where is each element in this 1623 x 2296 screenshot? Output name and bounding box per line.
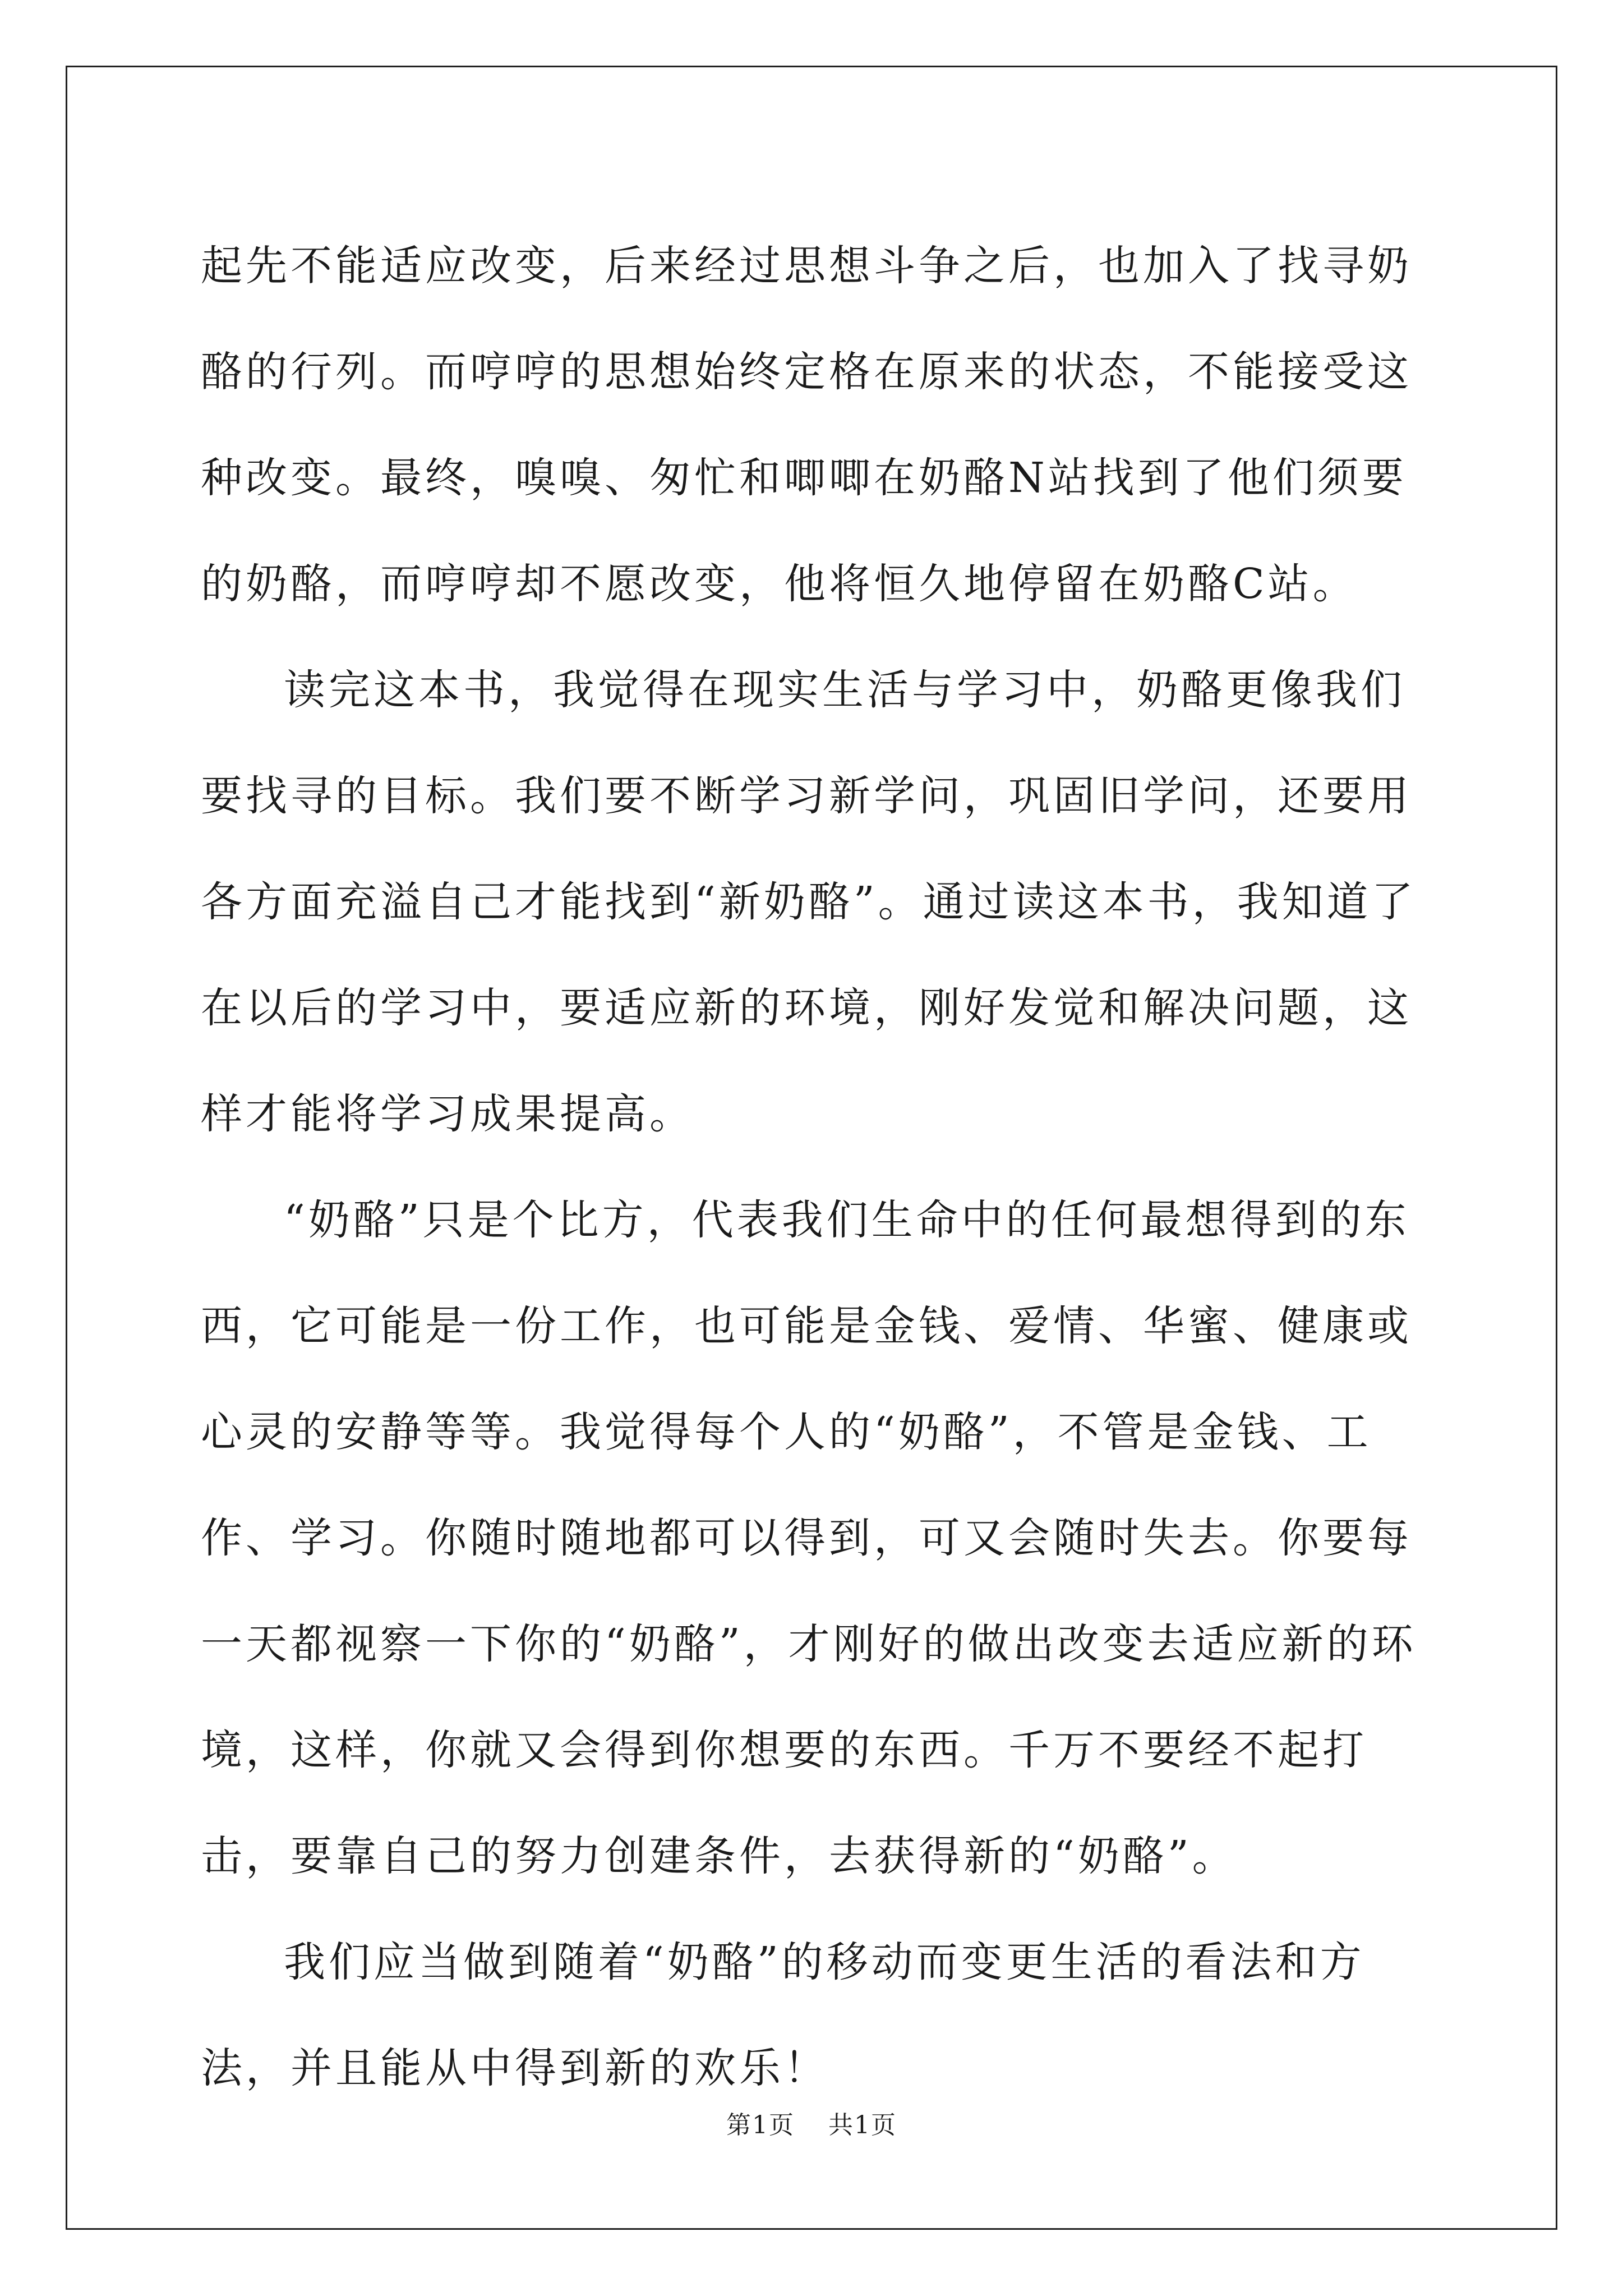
paragraph-3: “奶酪”只是个比方，代表我们生命中的任何最想得到的东西，它可能是一份工作，也可能是金钱、爱情、华蜜、健康或心灵的安静等等。我觉得每个人的“奶酪”，不管是金钱、工作、学习。你随时随地都可以得到，可又会随时失去。你要每一天都视察一下你的“奶酪”，才刚好的做出改变去适应新的环境，这样，你就又会得到你想要的东西。千万不要经不起打击，要靠自己的努力创建条件，去获得新的“奶酪”。 (201, 1196, 1417, 1880)
paragraph-4: 我们应当做到随着“奶酪”的移动而变更生活的看法和方法，并且能从中得到新的欢乐！ (201, 1938, 1365, 2092)
paragraph-2: 读完这本书，我觉得在现实生活与学习中，奶酪更像我们要找寻的目标。我们要不断学习新学问，巩固旧学问，还要用各方面充溢自己才能找到“新奶酪”。通过读这本书，我知道了在以后的学习中，要适应新的环境，刚好发觉和解决问题，这样才能将学习成果提高。 (201, 666, 1417, 1138)
page-number: 第1页 (726, 2111, 795, 2139)
page-footer (0, 2105, 1623, 2141)
document-body (201, 213, 1435, 2122)
paragraph-1: 起先不能适应改变，后来经过思想斗争之后，也加入了找寻奶酪的行列。而哼哼的思想始终定格在原来的状态，不能接受这种改变。最终，嗅嗅、匆忙和唧唧在奶酪N站找到了他们须要的奶酪，而哼哼却不愿改变，他将恒久地停留在奶酪C站。 (201, 242, 1412, 608)
page-total: 共1页 (828, 2111, 897, 2139)
